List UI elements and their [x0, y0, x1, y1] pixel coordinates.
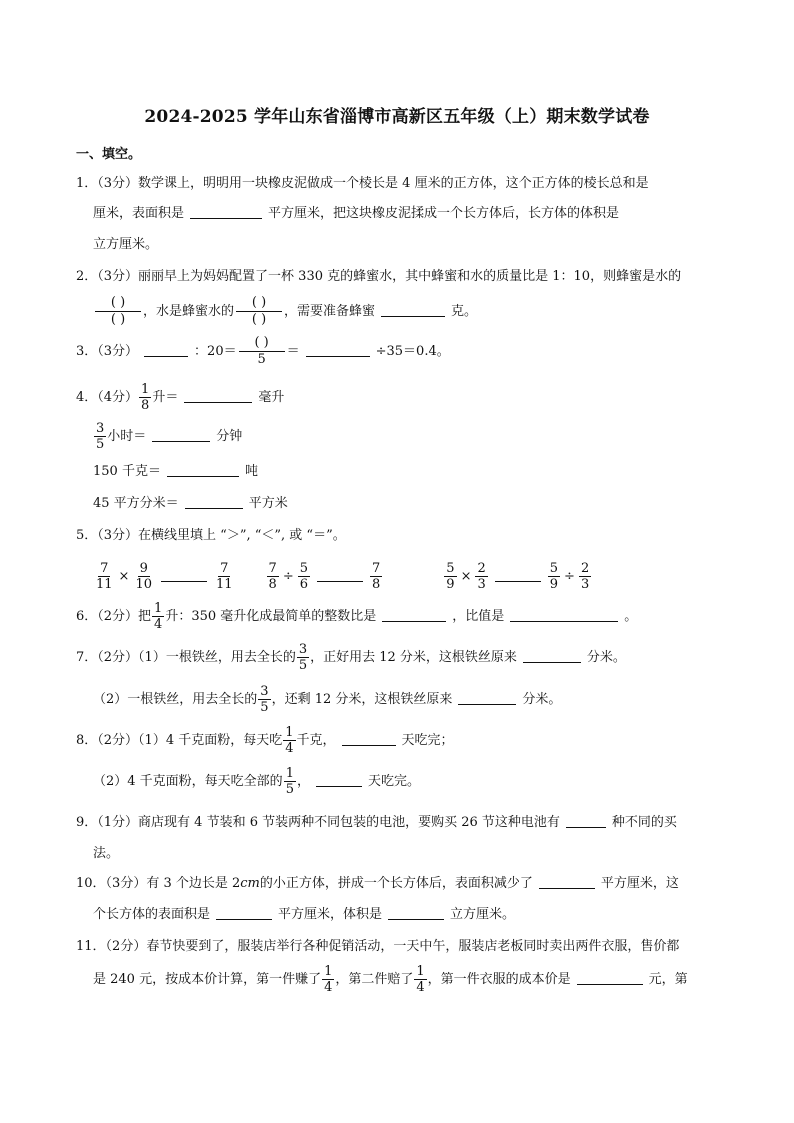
- divide-sign: ÷: [282, 569, 294, 584]
- q1-line3: 立方厘米。: [93, 237, 159, 252]
- q8-fraction-2: $\frac{1}{5}$: [285, 766, 294, 797]
- q5-a-frac1: $\frac{7}{11}$: [96, 561, 113, 592]
- q4-text: 150 千克＝: [93, 464, 161, 479]
- q7-line2: [93, 682, 561, 718]
- q2-line1: 2．（3分）丽丽早上为妈妈配置了一杯 330 克的蜂蜜水，其中蜂蜜和水的质量比是 1：10，则蜂蜜是水的: [76, 269, 682, 284]
- q10-line1: [76, 874, 679, 894]
- q5-a-frac2: $\frac{9}{10}$: [135, 561, 152, 592]
- q5-c-blank[interactable]: [495, 567, 541, 582]
- q4-unit: 平方米: [248, 496, 288, 511]
- q4-line3: [93, 462, 258, 482]
- q2-fraction-blank-2[interactable]: ( ) ( ): [236, 295, 282, 328]
- q8-text: ，: [296, 774, 310, 789]
- q5-b-frac3: $\frac{7}{8}$: [372, 561, 381, 592]
- q8-fraction-1: $\frac{1}{4}$: [285, 725, 294, 756]
- q3-text: ：20＝: [194, 344, 237, 359]
- q7-text: ，还剩 12 分米，这根铁丝原来: [271, 692, 453, 707]
- q2-text: 克。: [451, 304, 478, 319]
- q7-unit: 分米。: [586, 650, 626, 665]
- q7-fraction-2: $\frac{3}{5}$: [260, 684, 269, 715]
- q6-text: 。: [624, 609, 638, 624]
- q10-text: 个长方体的表面积是: [93, 907, 211, 922]
- q4-line2: [93, 419, 242, 455]
- q10-text: 平方厘米，这: [600, 876, 679, 891]
- q4-fraction-1: $\frac{1}{8}$: [141, 382, 150, 413]
- q4-line1: [76, 380, 284, 416]
- times-sign: ×: [460, 569, 472, 584]
- q11-text: ，第二件赔了: [335, 972, 414, 987]
- q11-fraction-1: $\frac{1}{4}$: [324, 964, 333, 995]
- q10-unit: cm: [240, 876, 260, 891]
- q4-blank-3[interactable]: [167, 462, 239, 477]
- q4-unit: 分钟: [216, 429, 243, 444]
- q9-blank[interactable]: [566, 813, 606, 828]
- q11-fraction-2: $\frac{1}{4}$: [416, 964, 425, 995]
- q2-honey-blank[interactable]: [381, 302, 445, 317]
- q5-c-frac2: $\frac{2}{3}$: [477, 561, 486, 592]
- section-heading: 一、填空。: [76, 147, 142, 162]
- q11-line2: [93, 962, 688, 998]
- q11-text: 是 240 元，按成本价计算，第一件赚了: [93, 972, 322, 987]
- q10-line2: [93, 905, 515, 925]
- q6-text: ，比值是: [452, 609, 505, 624]
- q8-text: 千克，: [296, 733, 336, 748]
- q5-b-blank[interactable]: [317, 567, 363, 582]
- q6-prefix: 6．（2分）把: [76, 609, 152, 624]
- q1-line2: [93, 204, 619, 224]
- q10-blank-3[interactable]: [388, 905, 444, 920]
- q4-prefix: 4．（4分）: [76, 390, 139, 405]
- q7-fraction-1: $\frac{3}{5}$: [298, 642, 308, 673]
- q10-text: 的小正方体，拼成一个长方体后，表面积减少了: [259, 876, 533, 891]
- q3-text: ＝: [286, 344, 300, 359]
- q3-prefix: 3．（3分）: [76, 344, 139, 359]
- q6-fraction: $\frac{1}{4}$: [154, 601, 163, 632]
- q5-a-frac3: $\frac{7}{11}$: [216, 561, 233, 592]
- q1-text: 厘米，表面积是: [93, 206, 185, 221]
- times-sign: ×: [118, 569, 130, 584]
- q9-line2: 法。: [93, 846, 120, 861]
- q11-line1: 11．（2分）春节快要到了，服装店举行各种促销活动，一天中午，服装店老板同时卖出两件衣服，售价都: [76, 939, 680, 954]
- q5-b-frac1: $\frac{7}{8}$: [268, 561, 277, 592]
- q4-text: 升＝: [152, 390, 179, 405]
- q8-text: （2）4 千克面粉，每天吃全部的: [93, 774, 283, 789]
- q5-c-frac3: $\frac{5}{9}$: [549, 561, 559, 592]
- q5-line1: 5．（3分）在横线里填上 “＞”, “＜”, 或 “＝”。: [76, 528, 346, 543]
- q2-text: ，水是蜂蜜水的: [143, 304, 235, 319]
- q6-value-blank[interactable]: [510, 607, 618, 622]
- q7-text: ，正好用去 12 分米，这根铁丝原来: [310, 650, 517, 665]
- q5-compare-row: [93, 557, 592, 597]
- q1-blank-area[interactable]: [190, 204, 262, 219]
- q4-text: 45 平方分米＝: [93, 496, 179, 511]
- q3-blank-2[interactable]: [306, 342, 370, 357]
- q4-blank-4[interactable]: [185, 494, 243, 509]
- q3-line: [76, 334, 450, 370]
- q4-text: 小时＝: [107, 429, 147, 444]
- q8-text: 天吃完。: [367, 774, 420, 789]
- q11-text: 元，第: [648, 972, 688, 987]
- q1-text: 平方厘米，把这块橡皮泥揉成一个长方体后，长方体的体积是: [268, 206, 620, 221]
- q9-text: 9．（1分）商店现有 4 节装和 6 节装两种不同包装的电池，要购买 26 节这种电池有: [76, 815, 560, 830]
- q11-blank[interactable]: [577, 970, 643, 985]
- q8-text: 8．（2分）（1）4 千克面粉，每天吃: [76, 733, 283, 748]
- q8-text: 天吃完；: [401, 733, 454, 748]
- q4-blank-2[interactable]: [152, 427, 210, 442]
- q4-blank-1[interactable]: [184, 388, 252, 403]
- q7-text: 7．（2分）（1）一根铁丝，用去全长的: [76, 650, 296, 665]
- q10-blank-1[interactable]: [539, 874, 595, 889]
- q3-text: ÷35＝0.4。: [375, 344, 450, 359]
- divide-sign: ÷: [564, 569, 575, 584]
- q5-c-frac4: $\frac{2}{3}$: [580, 561, 590, 592]
- q5-c-frac1: $\frac{5}{9}$: [446, 561, 455, 592]
- q7-line1: [76, 640, 626, 676]
- q10-text: 立方厘米。: [450, 907, 516, 922]
- q9-text: 种不同的买: [611, 815, 677, 830]
- q5-a-blank[interactable]: [161, 567, 207, 582]
- q8-line2: [93, 764, 420, 800]
- q7-unit: 分米。: [522, 692, 562, 707]
- q2-line2: [93, 294, 477, 330]
- q9-line1: [76, 813, 677, 833]
- q7-blank-1[interactable]: [523, 648, 581, 663]
- q4-line4: [93, 494, 288, 514]
- q2-text: ，需要准备蜂蜜: [284, 304, 376, 319]
- q4-fraction-2: $\frac{3}{5}$: [96, 421, 105, 452]
- q4-unit: 毫升: [258, 390, 285, 405]
- q7-text: （2）一根铁丝，用去全长的: [93, 692, 258, 707]
- q2-fraction-blank-1[interactable]: ( ) ( ): [95, 295, 141, 328]
- q8-line1: [76, 723, 454, 759]
- exam-title: 2024-2025 学年山东省淄博市高新区五年级（上）期末数学试卷: [144, 107, 650, 127]
- q6-ratio-blank[interactable]: [382, 607, 446, 622]
- q6-line: [76, 599, 637, 635]
- q11-text: ，第一件衣服的成本价是: [427, 972, 571, 987]
- q6-text: 升：350 毫升化成最简单的整数比是: [165, 609, 377, 624]
- q1-line1: 1．（3分）数学课上，明明用一块橡皮泥做成一个棱长是 4 厘米的正方体，这个正方体的棱长总和是: [76, 176, 649, 191]
- q8-blank-2[interactable]: [316, 772, 362, 787]
- q7-blank-2[interactable]: [458, 690, 516, 705]
- q10-text: 10．（3分）有 3 个边长是 2: [76, 876, 241, 891]
- q8-blank-1[interactable]: [342, 731, 396, 746]
- q3-fraction-blank[interactable]: ( ) 5: [239, 335, 285, 368]
- q4-unit: 吨: [244, 464, 258, 479]
- q10-text: 平方厘米，体积是: [278, 907, 383, 922]
- q10-blank-2[interactable]: [216, 905, 272, 920]
- q3-blank-1[interactable]: [144, 342, 188, 357]
- q5-b-frac2: $\frac{5}{6}$: [299, 561, 309, 592]
